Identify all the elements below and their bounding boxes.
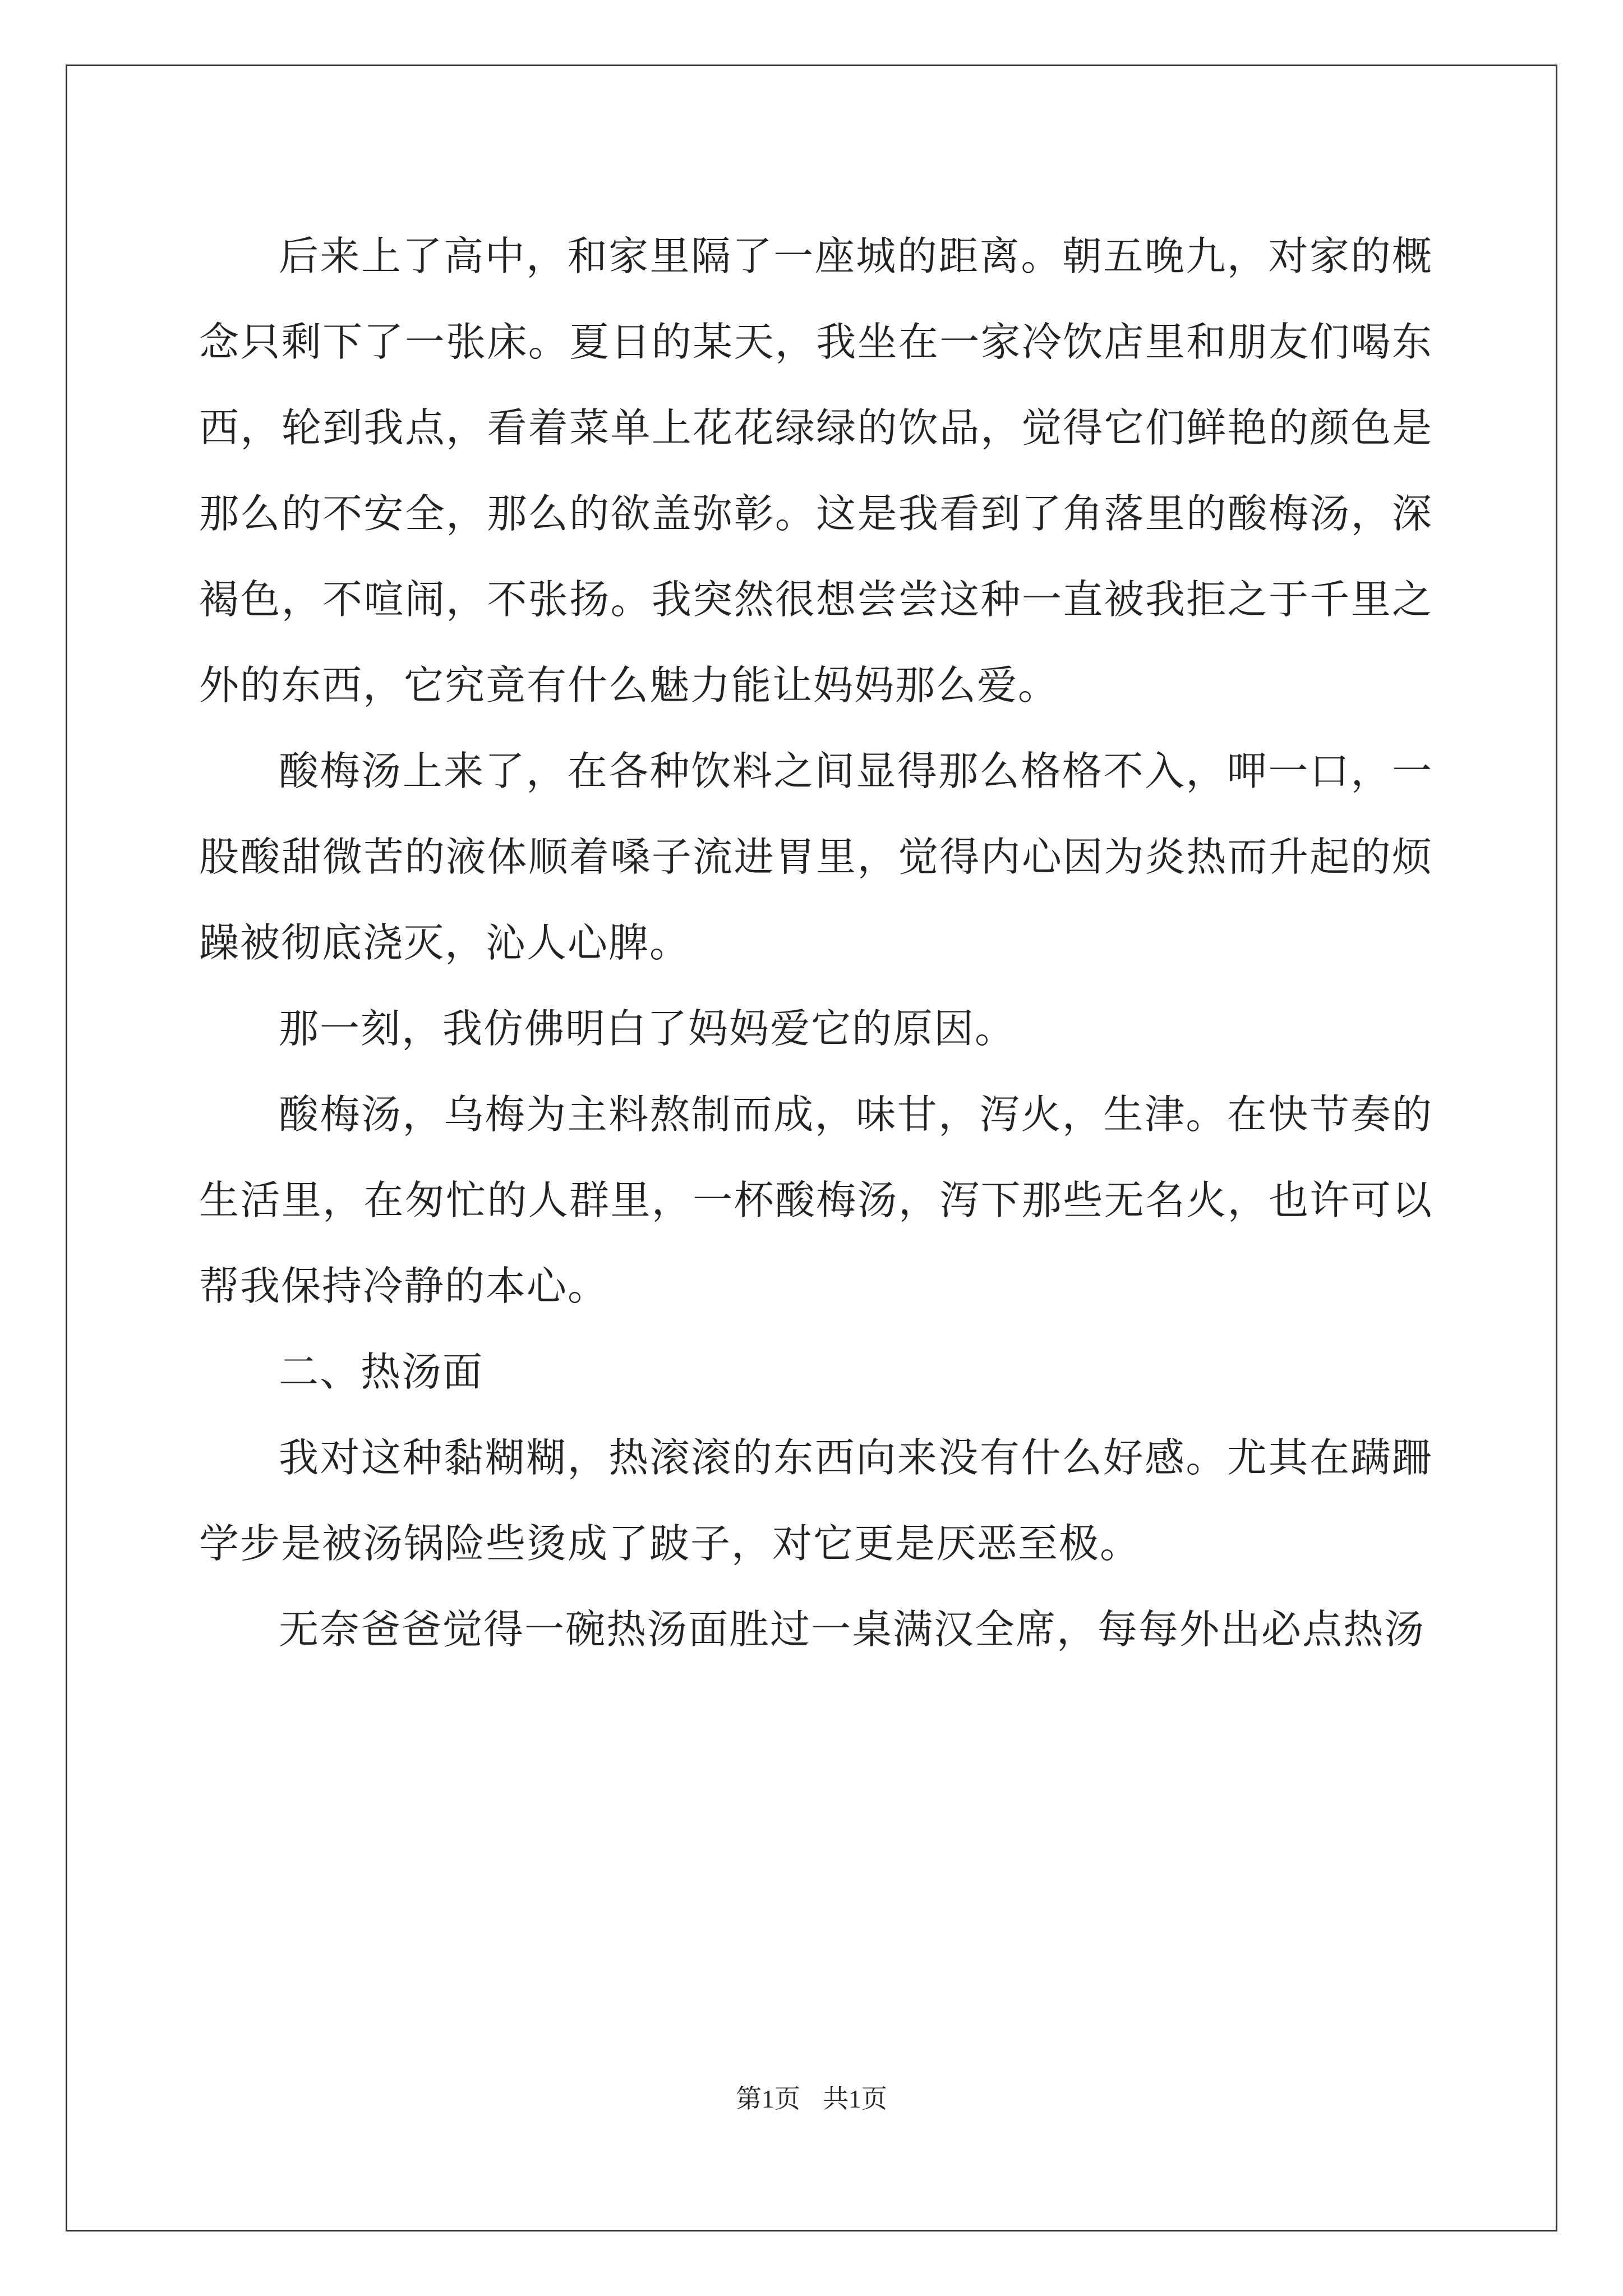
page-footer: [0, 2082, 1623, 2116]
paragraph: 我对这种黏糊糊，热滚滚的东西向来没有什么好感。尤其在蹒跚学步是被汤锅险些烫成了跛子，对它更是厌恶至极。: [199, 1434, 1433, 1567]
paragraph: 酸梅汤上来了，在各种饮料之间显得那么格格不入，呷一口，一股酸甜微苦的液体顺着嗓子流进胃里，觉得内心因为炎热而升起的烦躁被彻底浇灭，沁人心脾。: [199, 748, 1433, 966]
document-body: [199, 213, 1433, 1672]
section-heading: 二、热汤面: [279, 1349, 484, 1395]
paragraph: 无奈爸爸觉得一碗热汤面胜过一桌满汉全席，每每外出必点热汤: [279, 1606, 1426, 1653]
page-total: 共1页: [823, 2085, 887, 2113]
page-number: 第1页: [736, 2085, 800, 2113]
paragraph: 酸梅汤，乌梅为主料熬制而成，味甘，泻火，生津。在快节奏的生活里，在匆忙的人群里，一杯酸梅汤，泻下那些无名火，也许可以帮我保持冷静的本心。: [199, 1091, 1433, 1309]
paragraph: 那一刻，我仿佛明白了妈妈爱它的原因。: [279, 1005, 1016, 1052]
paragraph: 后来上了高中，和家里隔了一座城的距离。朝五晚九，对家的概念只剩下了一张床。夏日的某天，我坐在一家冷饮店里和朋友们喝东西，轮到我点，看着菜单上花花绿绿的饮品，觉得它们鲜艳的颜色是那么的不安全，那么的欲盖弥彰。这是我看到了角落里的酸梅汤，深褐色，不喧闹，不张扬。我突然很想尝尝这种一直被我拒之于千里之外的东西，它究竟有什么魅力能让妈妈那么爱。: [199, 233, 1433, 708]
